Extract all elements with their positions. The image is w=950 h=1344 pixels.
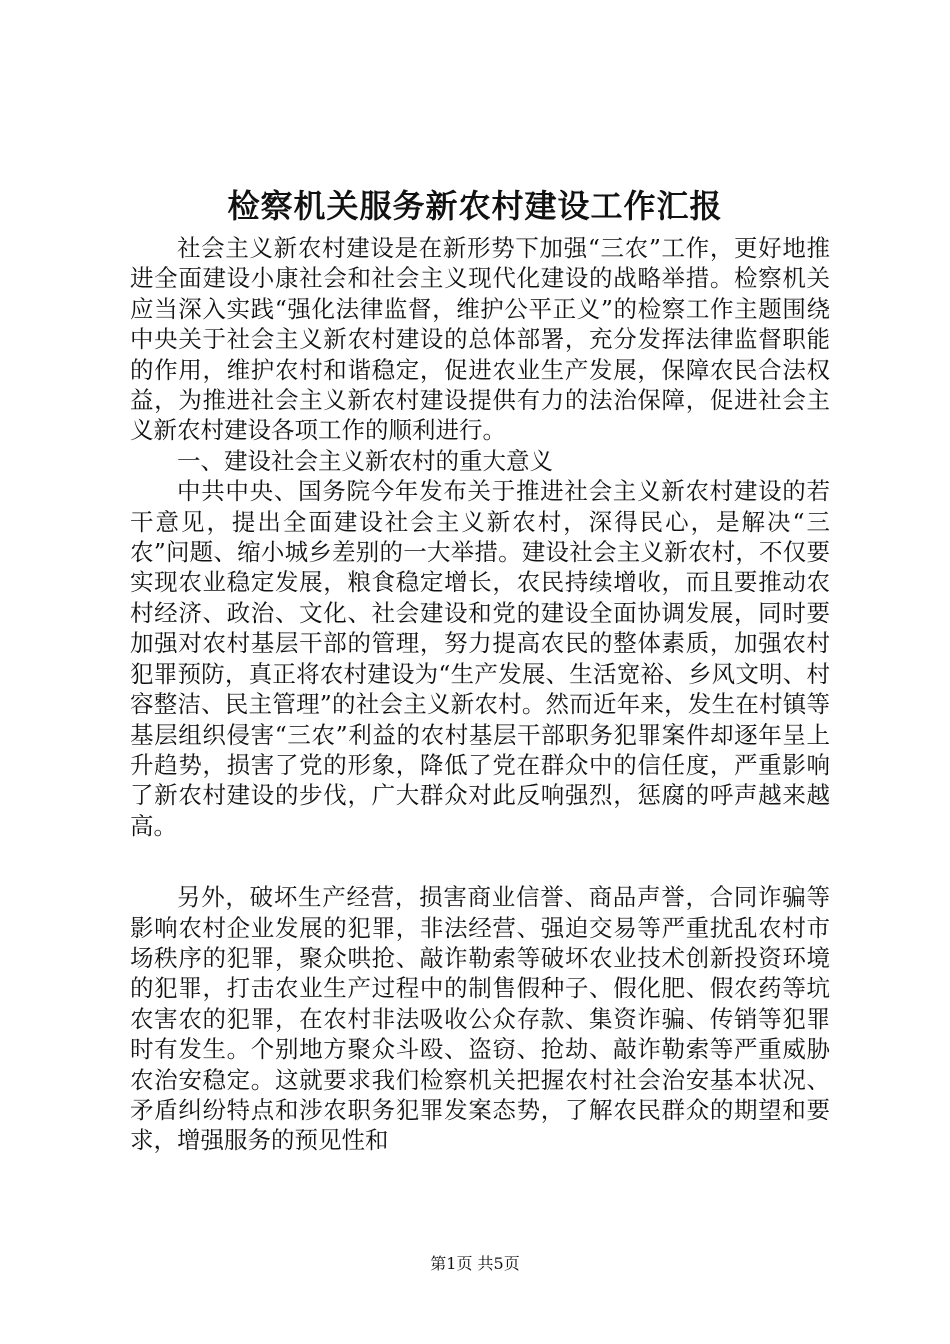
document-title: 检察机关服务新农村建设工作汇报 (227, 187, 723, 225)
additional-crimes-paragraph: 另外，破坏生产经营，损害商业信誉、商品声誉，合同诈骗等影响农村企业发展的犯罪，非法经营、强迫交易等严重扰乱农村市场秩序的犯罪，聚众哄抢、敲诈勒索等破坏农业技术创新投资环境的犯罪，打击农业生产过程中的制售假种子、假化肥、假农药等坑农害农的犯罪，在农村非法吸收公众存款、集资诈骗、传销等犯罪时有发生。个别地方聚众斗殴、盗窃、抢劫、敲诈勒索等严重威胁农治安稳定。这就要求我们检察机关把握农村社会治安基本状况、矛盾纠纷特点和涉农职务犯罪发案态势，了解农民群众的期望和要求，增强服务的预见性和 (130, 883, 830, 1155)
intro-paragraph: 社会主义新农村建设是在新形势下加强“三农”工作，更好地推进全面建设小康社会和社会主义现代化建设的战略举措。检察机关应当深入实践“强化法律监督，维护公平正义”的检察工作主题围绕中央关于社会主义新农村建设的总体部署，充分发挥法律监督职能的作用，维护农村和谐稳定，促进农业生产发展，保障农民合法权益，为推进社会主义新农村建设提供有力的法治保障，促进社会主义新农村建设各项工作的顺利进行。 (130, 234, 830, 445)
page-number-footer: 第1页 共5页 (430, 1254, 520, 1273)
significance-paragraph: 中共中央、国务院今年发布关于推进社会主义新农村建设的若干意见，提出全面建设社会主义新农村，深得民心，是解决“三农”问题、缩小城乡差别的一大举措。建设社会主义新农村，不仅要实现农业稳定发展，粮食稳定增长，农民持续增收，而且要推动农村经济、政治、文化、社会建设和党的建设全面协调发展，同时要加强对农村基层干部的管理，努力提高农民的整体素质，加强农村犯罪预防，真正将农村建设为“生产发展、生活宽裕、乡风文明、村容整洁、民主管理”的社会主义新农村。然而近年来，发生在村镇等基层组织侵害“三农”利益的农村基层干部职务犯罪案件却逐年呈上升趋势，损害了党的形象，降低了党在群众中的信任度，严重影响了新农村建设的步伐，广大群众对此反响强烈，惩腐的呼声越来越高。 (130, 477, 830, 840)
section-heading: 一、建设社会主义新农村的重大意义 (177, 446, 553, 475)
document-body (130, 233, 830, 1156)
